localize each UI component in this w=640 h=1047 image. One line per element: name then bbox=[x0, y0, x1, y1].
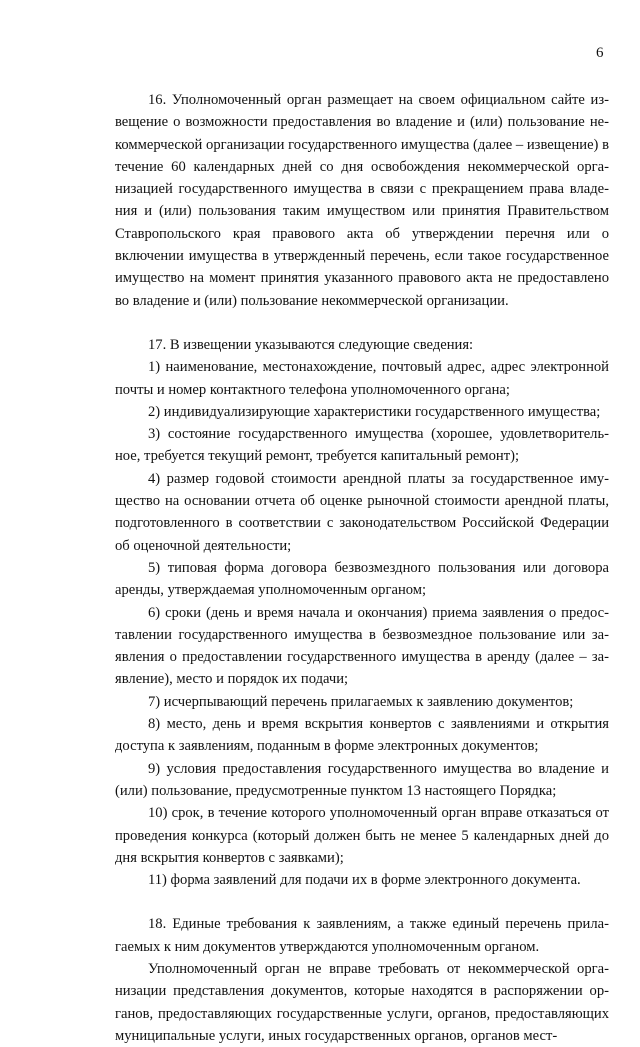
document-body bbox=[115, 89, 609, 1047]
list-item-17-2: 2) индивидуализирующие характеристики государственного имущества; bbox=[148, 403, 601, 420]
list-item-17-6: 6) сроки (день и время начала и окончания) приема заявления о предоставлении государственного имущества в безвозмездное пользование или заявления о предоставлении государственного имущества в аренду (далее – заявление), место и порядок их подачи; bbox=[115, 604, 609, 688]
list-item-17-10: 10) срок, в течение которого уполномоченный орган вправе отказаться от проведения конкурса (который должен быть не менее 5 календарных дней до дня вскрытия конвертов с заявками); bbox=[115, 805, 609, 866]
list-item-17-11: 11) форма заявлений для подачи их в форме электронного документа. bbox=[148, 872, 581, 889]
paragraph-18-continued: Уполномоченный орган не вправе требовать от некоммерческой организации представления документов, которые находятся в распоряжении органов, предоставляющих государственные услуги, органов, предоставляющих муниципальные услуги, иных государственных органов, органов мест- bbox=[115, 960, 609, 1044]
page-number: 6 bbox=[596, 45, 604, 61]
list-item-17-1: 1) наименование, местонахождение, почтовый адрес, адрес электронной почты и номер контактного телефона уполномоченного органа; bbox=[115, 359, 609, 398]
paragraph-18: 18. Единые требования к заявлениям, а также единый перечень прилагаемых к ним документов утверждаются уполномоченным органом. bbox=[115, 916, 609, 955]
list-item-17-4: 4) размер годовой стоимости арендной платы за государственное имущество на основании отчета об оценке рыночной стоимости арендной платы, подготовленного в соответствии с законодательством Российской Федерации об оценочной деятельности; bbox=[115, 470, 609, 554]
paragraph-16: 16. Уполномоченный орган размещает на своем официальном сайте извещение о возможности предоставления во владение и (или) пользование некоммерческой организации государственного имущества (далее – извещение) в течение 60 календарных дней со дня освобождения некоммерческой организацией государственного имущества в связи с прекращением права владения и (или) пользования таким имуществом или принятия Правительством Ставропольского края правового акта об утверждении перечня или о включении имущества в утвержденный перечень, если такое государственное имущество на момент принятия указанного правового акта не предоставлено во владение и (или) пользование некоммерческой организации. bbox=[115, 92, 609, 309]
paragraph-17: 17. В извещении указываются следующие сведения: bbox=[148, 336, 474, 353]
list-item-17-7: 7) исчерпывающий перечень прилагаемых к заявлению документов; bbox=[148, 693, 574, 710]
list-item-17-8: 8) место, день и время вскрытия конвертов с заявлениями и открытия доступа к заявлениям, поданным в форме электронных документов; bbox=[115, 716, 609, 755]
list-item-17-3: 3) состояние государственного имущества (хорошее, удовлетворительное, требуется текущий ремонт, требуется капитальный ремонт); bbox=[115, 426, 609, 465]
list-item-17-9: 9) условия предоставления государственного имущества во владение и (или) пользование, предусмотренные пунктом 13 настоящего Порядка; bbox=[115, 760, 609, 799]
list-item-17-5: 5) типовая форма договора безвозмездного пользования или договора аренды, утверждаемая уполномоченным органом; bbox=[115, 559, 609, 599]
